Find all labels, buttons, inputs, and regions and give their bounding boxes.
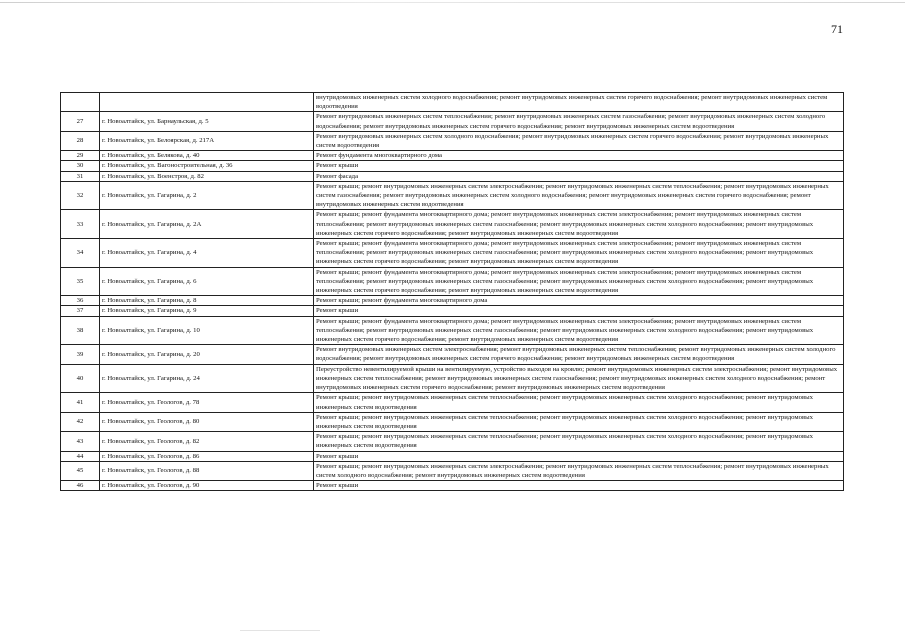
row-number: 31: [61, 171, 100, 181]
table-row: [61, 412, 844, 431]
row-number: 44: [61, 451, 100, 461]
row-address: г. Новоалтайск, ул. Геологов, д. 90: [100, 481, 314, 491]
row-number: 46: [61, 481, 100, 491]
table-row: [61, 364, 844, 393]
row-number: 36: [61, 296, 100, 306]
row-address: г. Новоалтайск, ул. Белякова, д. 40: [100, 151, 314, 161]
row-address: г. Новоалтайск, ул. Гагарина, д. 6: [100, 267, 314, 296]
table-row: [61, 451, 844, 461]
row-number: 34: [61, 239, 100, 268]
row-number: 42: [61, 412, 100, 431]
row-works: Ремонт крыши; ремонт внутридомовых инженерных систем теплоснабжения; ремонт внутридомовых инженерных систем холодного водоснабжения; ремонт внутридомовых инженерных систем водоотведения: [314, 412, 844, 431]
table-row: [61, 296, 844, 306]
table-row: [61, 239, 844, 268]
row-address: г. Новоалтайск, ул. Геологов, д. 88: [100, 461, 314, 480]
table-row: [61, 210, 844, 239]
row-address: г. Новоалтайск, ул. Гагарина, д. 9: [100, 306, 314, 316]
row-number: 32: [61, 181, 100, 210]
row-address: г. Новоалтайск, ул. Военстроя, д. 82: [100, 171, 314, 181]
row-number: 40: [61, 364, 100, 393]
row-works: Ремонт крыши; ремонт фундамента многоквартирного дома; ремонт внутридомовых инженерных систем электроснабжения; ремонт внутридомовых инженерных систем теплоснабжения; ремонт внутридомовых инженерных систем газоснабжения; ремонт внутридомовых инженерных систем холодного водоснабжения; ремонт внутридомовых инженерных систем горячего водоснабжения; ремонт внутридомовых инженерных систем водоотведения: [314, 316, 844, 345]
row-address: г. Новоалтайск, ул. Барнаульская, д. 5: [100, 112, 314, 131]
row-works: Ремонт крыши: [314, 306, 844, 316]
table-row: [61, 267, 844, 296]
table-row: [61, 181, 844, 210]
row-address: г. Новоалтайск, ул. Геологов, д. 86: [100, 451, 314, 461]
row-works: Ремонт крыши; ремонт фундамента многоквартирного дома; ремонт внутридомовых инженерных систем электроснабжения; ремонт внутридомовых инженерных систем теплоснабжения; ремонт внутридомовых инженерных систем газоснабжения; ремонт внутридомовых инженерных систем холодного водоснабжения; ремонт внутридомовых инженерных систем горячего водоснабжения; ремонт внутридомовых инженерных систем водоотведения: [314, 267, 844, 296]
row-address: [100, 93, 314, 112]
scan-bottom-mark: [240, 630, 320, 631]
row-address: г. Новоалтайск, ул. Геологов, д. 80: [100, 412, 314, 431]
table-row: [61, 393, 844, 412]
row-number: 37: [61, 306, 100, 316]
scan-top-edge: [0, 2, 905, 3]
table-row: [61, 345, 844, 364]
row-works: Ремонт внутридомовых инженерных систем холодного водоснабжения; ремонт внутридомовых инженерных систем горячего водоснабжения; ремонт внутридомовых инженерных систем водоотведения: [314, 131, 844, 150]
table-row: [61, 151, 844, 161]
row-works: Ремонт крыши; ремонт внутридомовых инженерных систем электроснабжения; ремонт внутридомовых инженерных систем теплоснабжения; ремонт внутридомовых инженерных систем холодного водоснабжения; ремонт внутридомовых инженерных систем водоотведения: [314, 461, 844, 480]
table-row: [61, 461, 844, 480]
row-works: Ремонт крыши: [314, 481, 844, 491]
row-address: г. Новоалтайск, ул. Гагарина, д. 8: [100, 296, 314, 306]
row-number: 29: [61, 151, 100, 161]
row-address: г. Новоалтайск, ул. Геологов, д. 78: [100, 393, 314, 412]
row-works: Ремонт внутридомовых инженерных систем теплоснабжения; ремонт внутридомовых инженерных систем газоснабжения; ремонт внутридомовых инженерных систем холодного водоснабжения; ремонт внутридомовых инженерных систем горячего водоснабжения; ремонт внутридомовых инженерных систем водоотведения: [314, 112, 844, 131]
row-address: г. Новоалтайск, ул. Вагоностроительная, д. 36: [100, 161, 314, 171]
table-row: [61, 316, 844, 345]
row-address: г. Новоалтайск, ул. Гагарина, д. 20: [100, 345, 314, 364]
row-works: Ремонт крыши; ремонт внутридомовых инженерных систем электроснабжения; ремонт внутридомовых инженерных систем теплоснабжения; ремонт внутридомовых инженерных систем газоснабжения; ремонт внутридомовых инженерных систем холодного водоснабжения; ремонт внутридомовых инженерных систем горячего водоснабжения; ремонт внутридомовых инженерных систем водоотведения: [314, 181, 844, 210]
row-number: 39: [61, 345, 100, 364]
row-number: 35: [61, 267, 100, 296]
row-number: 33: [61, 210, 100, 239]
row-address: г. Новоалтайск, ул. Гагарина, д. 10: [100, 316, 314, 345]
row-address: г. Новоалтайск, ул. Геологов, д. 82: [100, 432, 314, 451]
row-works: Ремонт фундамента многоквартирного дома: [314, 151, 844, 161]
repair-works-table: [60, 92, 844, 491]
row-works: Переустройство невентилируемой крыши на вентилируемую, устройство выходов на кровлю; ремонт внутридомовых инженерных систем электроснабжения; ремонт внутридомовых инженерных систем теплоснабжения; ремонт внутридомовых инженерных систем газоснабжения; ремонт внутридомовых инженерных систем холодного водоснабжения; ремонт внутридомовых инженерных систем горячего водоснабжения; ремонт внутридомовых инженерных систем водоотведения: [314, 364, 844, 393]
row-works: Ремонт крыши: [314, 451, 844, 461]
table-row: [61, 131, 844, 150]
row-address: г. Новоалтайск, ул. Белоярская, д. 217А: [100, 131, 314, 150]
row-number: 30: [61, 161, 100, 171]
row-address: г. Новоалтайск, ул. Гагарина, д. 2: [100, 181, 314, 210]
row-number: [61, 93, 100, 112]
table-row: [61, 481, 844, 491]
table-row: [61, 93, 844, 112]
row-works: Ремонт внутридомовых инженерных систем электроснабжения; ремонт внутридомовых инженерных систем теплоснабжения; ремонт внутридомовых инженерных систем холодного водоснабжения; ремонт внутридомовых инженерных систем горячего водоснабжения; ремонт внутридомовых инженерных систем водоотведения: [314, 345, 844, 364]
row-works: Ремонт крыши; ремонт фундамента многоквартирного дома: [314, 296, 844, 306]
row-number: 28: [61, 131, 100, 150]
row-works: внутридомовых инженерных систем холодного водоснабжения; ремонт внутридомовых инженерных систем горячего водоснабжения; ремонт внутридомовых инженерных систем водоотведения: [314, 93, 844, 112]
row-number: 27: [61, 112, 100, 131]
row-address: г. Новоалтайск, ул. Гагарина, д. 4: [100, 239, 314, 268]
row-number: 45: [61, 461, 100, 480]
row-address: г. Новоалтайск, ул. Гагарина, д. 2А: [100, 210, 314, 239]
row-works: Ремонт фасада: [314, 171, 844, 181]
row-number: 43: [61, 432, 100, 451]
row-number: 41: [61, 393, 100, 412]
row-works: Ремонт крыши; ремонт фундамента многоквартирного дома; ремонт внутридомовых инженерных систем электроснабжения; ремонт внутридомовых инженерных систем теплоснабжения; ремонт внутридомовых инженерных систем газоснабжения; ремонт внутридомовых инженерных систем холодного водоснабжения; ремонт внутридомовых инженерных систем горячего водоснабжения; ремонт внутридомовых инженерных систем водоотведения: [314, 210, 844, 239]
row-works: Ремонт крыши; ремонт внутридомовых инженерных систем теплоснабжения; ремонт внутридомовых инженерных систем холодного водоснабжения; ремонт внутридомовых инженерных систем водоотведения: [314, 432, 844, 451]
row-number: 38: [61, 316, 100, 345]
table-row: [61, 306, 844, 316]
row-address: г. Новоалтайск, ул. Гагарина, д. 24: [100, 364, 314, 393]
table-row: [61, 112, 844, 131]
page-number: 71: [831, 22, 843, 36]
table-row: [61, 171, 844, 181]
table-row: [61, 161, 844, 171]
table-row: [61, 432, 844, 451]
row-works: Ремонт крыши; ремонт фундамента многоквартирного дома; ремонт внутридомовых инженерных систем электроснабжения; ремонт внутридомовых инженерных систем теплоснабжения; ремонт внутридомовых инженерных систем газоснабжения; ремонт внутридомовых инженерных систем холодного водоснабжения; ремонт внутридомовых инженерных систем горячего водоснабжения; ремонт внутридомовых инженерных систем водоотведения: [314, 239, 844, 268]
row-works: Ремонт крыши: [314, 161, 844, 171]
row-works: Ремонт крыши; ремонт внутридомовых инженерных систем теплоснабжения; ремонт внутридомовых инженерных систем холодного водоснабжения; ремонт внутридомовых инженерных систем водоотведения: [314, 393, 844, 412]
